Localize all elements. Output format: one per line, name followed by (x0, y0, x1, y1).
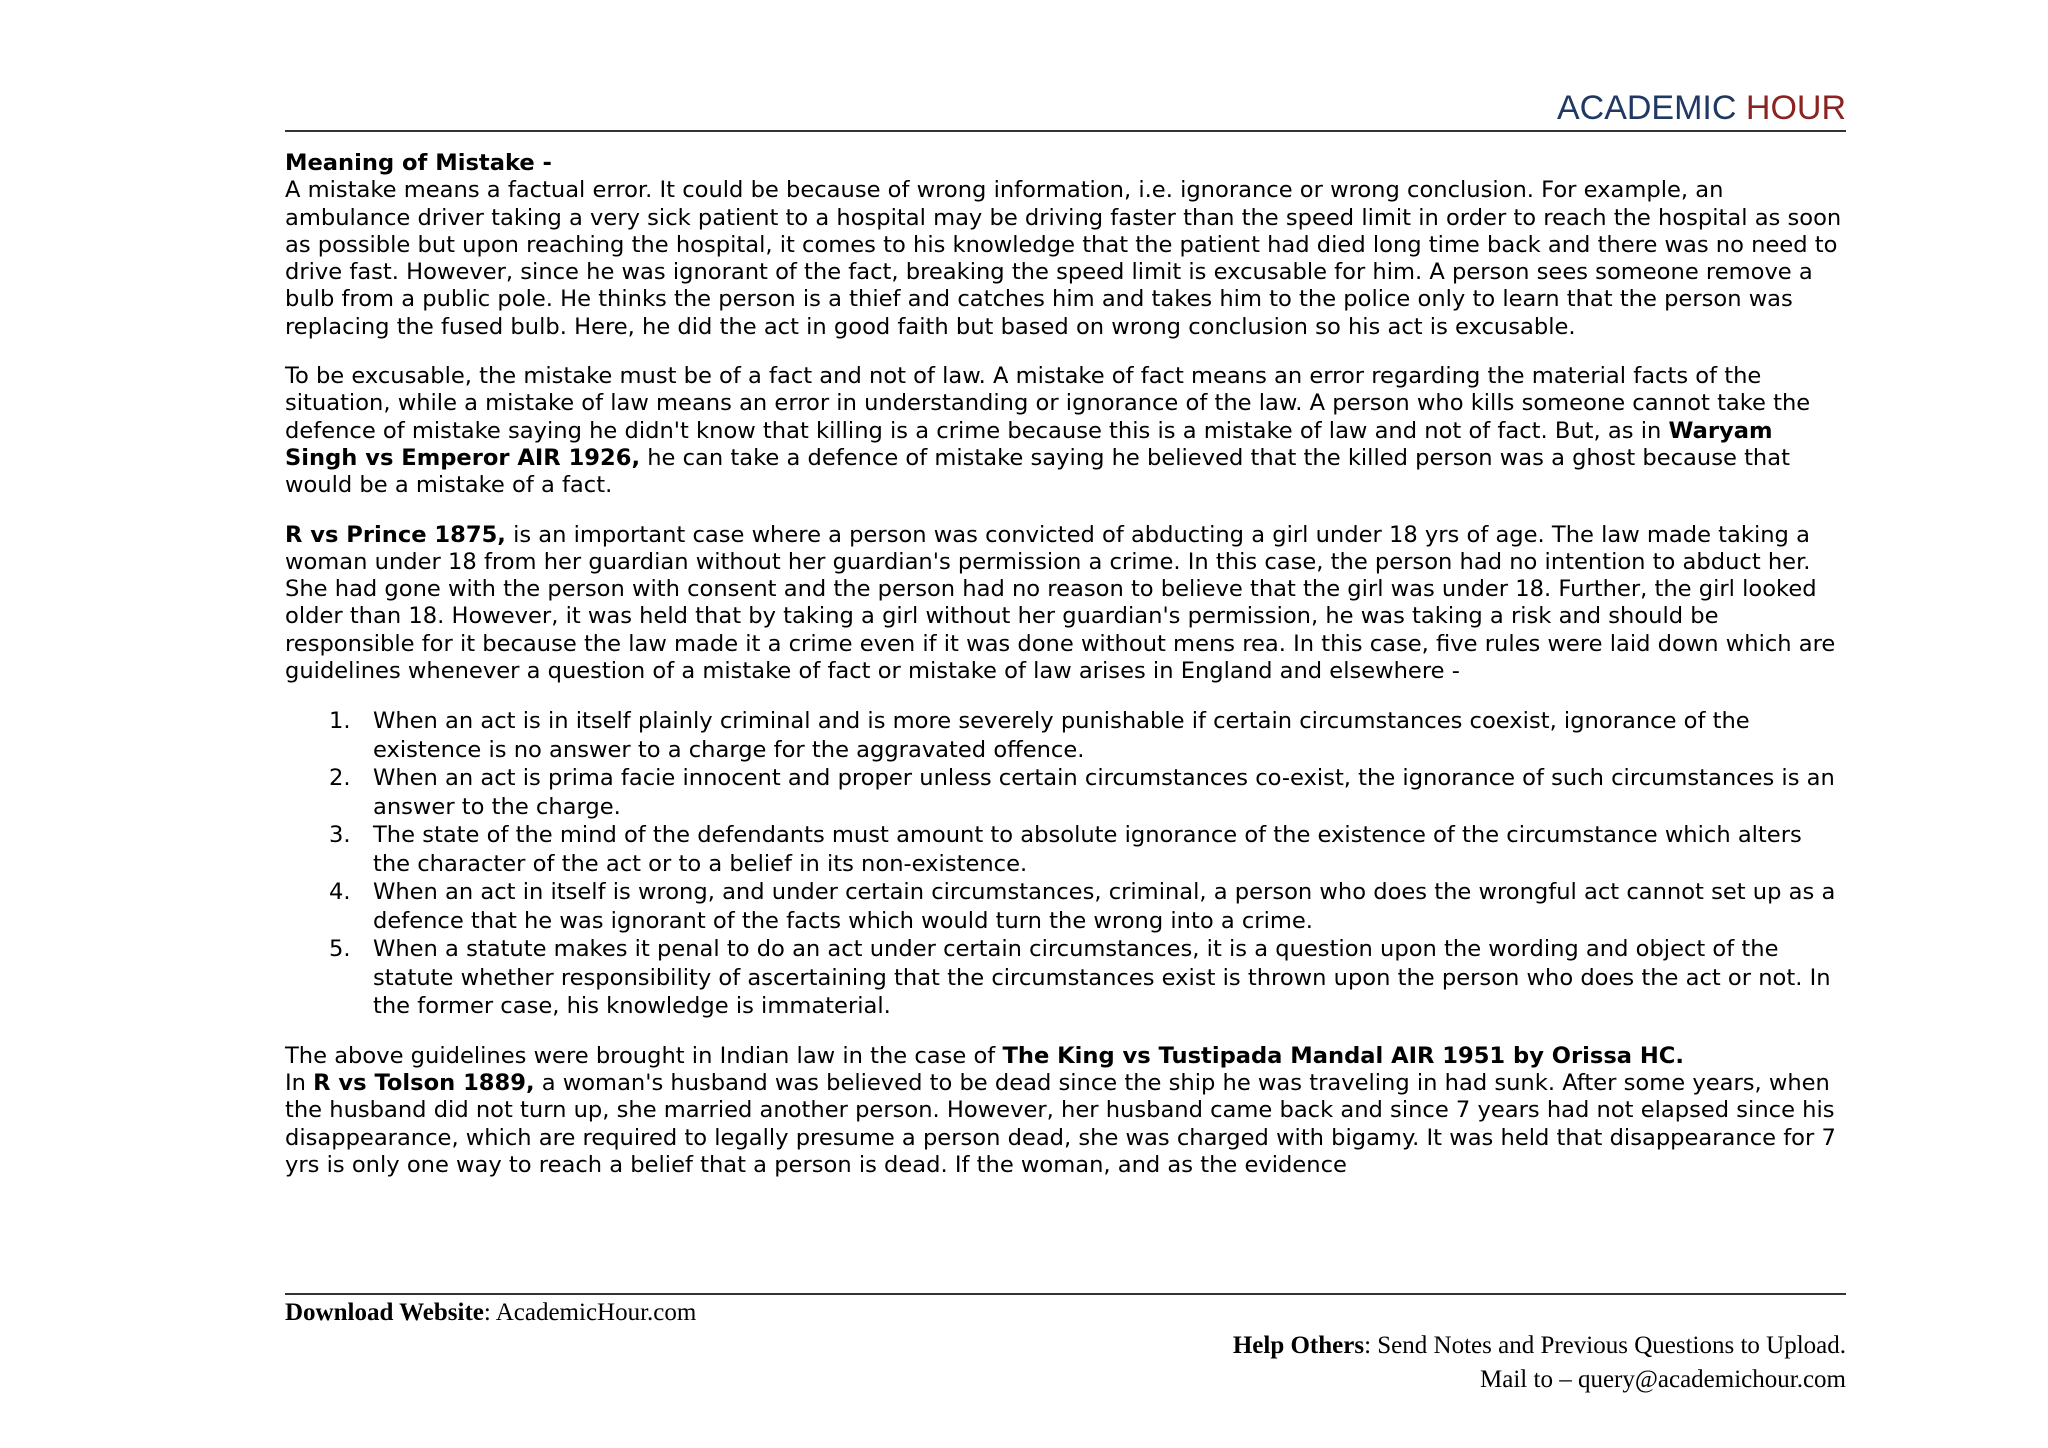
footer-download-link[interactable]: : AcademicHour.com (483, 1299, 697, 1326)
case-name-r-vs-tolson: R vs Tolson 1889, (313, 1070, 535, 1097)
case-name-r-vs-prince: R vs Prince 1875, (285, 521, 506, 548)
brand-part1: ACADEMIC (1556, 89, 1737, 127)
list-number: 2. (329, 765, 351, 792)
list-text: When a statute makes it penal to do an act under certain circumstances, it is a question upon the wording and object of the statute whether responsibility of ascertaining that the circumstances exist is thrown upon the person who does the act or not. In the former case, his knowledge is immaterial. (373, 936, 1831, 1020)
rules-list (285, 707, 1846, 1021)
list-item (285, 707, 1846, 764)
document-body (285, 150, 1846, 1201)
footer-mail[interactable]: Mail to – query@academichour.com (1480, 1366, 1846, 1393)
list-number: 3. (329, 822, 351, 849)
brand-part2: HOUR (1745, 89, 1846, 127)
list-item (285, 821, 1846, 878)
footer-divider (285, 1293, 1846, 1295)
footer-help (1233, 1330, 1846, 1362)
section-1 (285, 150, 1846, 341)
case-name-tustipada-mandal: The King vs Tustipada Mandal AIR 1951 by Orissa HC. (1002, 1042, 1684, 1069)
paragraph-2-text: To be excusable, the mistake must be of a fact and not of law. A mistake of fact means an error regarding the material facts of the situation, while a mistake of law means an error in understanding or ignorance of the law. A person who kills someone cannot take the defence of mistake saying he didn't know that killing is a crime because this is a mistake of law and not of fact. But, as in (285, 363, 1811, 444)
section-heading: Meaning of Mistake - (285, 150, 552, 176)
list-text: When an act is prima facie innocent and proper unless certain circumstances co-exist, the ignorance of such circumstances is an answer to the charge. (373, 765, 1835, 820)
list-item (285, 878, 1846, 935)
brand-header (285, 88, 1846, 128)
list-item (285, 764, 1846, 821)
paragraph-3-text: is an important case where a person was convicted of abducting a girl under 18 yrs of age. The law made taking a woman under 18 from her guardian without her guardian's permission a crime. In this case, the person had no intention to abduct her. She had gone with the person with consent and the person had no reason to believe that the girl was under 18. Further, the girl looked older than 18. However, it was held that by taking a girl without her guardian's permission, he was taking a risk and should be responsible for it because the law made it a crime even if it was done without mens rea. In this case, five rules were laid down which are guidelines whenever a question of a mistake of fact or mistake of law arises in England and elsewhere - (285, 521, 1836, 685)
paragraph-1: A mistake means a factual error. It could be because of wrong information, i.e. ignorance or wrong conclusion. For example, an ambulance driver taking a very sick patient to a hospital may be driving faster than the speed limit in order to reach the hospital as soon as possible but upon reaching the hospital, it comes to his knowledge that the patient had died long time back and there was no need to drive fast. However, since he was ignorant of the fact, breaking the speed limit is excusable for him. A person sees someone remove a bulb from a public pole. He thinks the person is a thief and catches him and takes him to the police only to learn that the person was replacing the fused bulb. Here, he did the act in good faith but based on wrong conclusion so his act is excusable. (285, 177, 1842, 340)
footer-help-text: : Send Notes and Previous Questions to Upload. (1364, 1332, 1846, 1359)
case-name-waryam-singh: Waryam Singh vs Emperor AIR 1926, (285, 417, 1773, 471)
footer-download (285, 1297, 696, 1329)
paragraph-3 (285, 522, 1846, 686)
list-item (285, 935, 1846, 1021)
paragraph-2-text-after: he can take a defence of mistake saying he believed that the killed person was a ghost because that would be a mistake of a fact. (285, 444, 1790, 499)
list-text: When an act in itself is wrong, and under certain circumstances, criminal, a person who does the wrongful act cannot set up as a defence that he was ignorant of the facts which would turn the wrong into a crime. (373, 879, 1836, 934)
header-divider (285, 130, 1846, 132)
list-number: 1. (329, 708, 351, 735)
paragraph-4-text-after: a woman's husband was believed to be dead since the ship he was traveling in had sunk. After some years, when the husband did not turn up, she married another person. However, her husband came back and since 7 years had not elapsed since his disappearance, which are required to legally presume a person dead, she was charged with bigamy. It was held that disappearance for 7 yrs is only one way to reach a belief that a person is dead. If the woman, and as the evidence (285, 1070, 1836, 1179)
paragraph-2 (285, 363, 1846, 499)
paragraph-4 (285, 1043, 1846, 1179)
list-text: When an act is in itself plainly criminal and is more severely punishable if certain circumstances coexist, ignorance of the existence is no answer to a charge for the aggravated offence. (373, 708, 1750, 763)
list-number: 5. (329, 936, 351, 963)
paragraph-4-text: The above guidelines were brought in Indian law in the case of (285, 1042, 1003, 1069)
list-number: 4. (329, 879, 351, 906)
footer-help-label: Help Others (1232, 1332, 1365, 1359)
paragraph-4-lead: In (285, 1070, 314, 1097)
list-text: The state of the mind of the defendants must amount to absolute ignorance of the existence of the circumstance which alters the character of the act or to a belief in its non-existence. (373, 822, 1802, 877)
footer-download-label: Download Website (285, 1299, 484, 1326)
